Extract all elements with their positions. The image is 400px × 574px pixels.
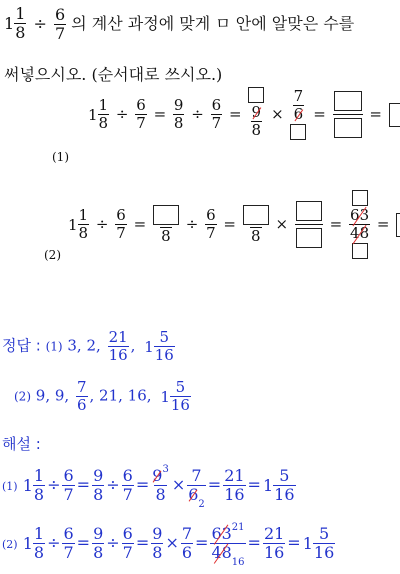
problem-2-label: (2)	[44, 248, 61, 262]
problem-2-expression: 1 $\frac{1}{8}$ ÷ $\frac{6}{7}$ = 8 ÷ $\frac{6}{7}$ = 8 × = $\frac{63}{48}$ =	[68, 190, 400, 259]
answer-box[interactable]	[396, 213, 400, 237]
fraction: $\frac{1}{8}$	[15, 4, 26, 42]
answer-box[interactable]	[243, 205, 269, 225]
answer-box[interactable]	[389, 103, 400, 127]
problem-1-label: (1)	[52, 150, 69, 164]
mixed-number: 1 $\frac{1}{8}$	[4, 4, 26, 42]
fraction: $\frac{21}{16}$	[108, 328, 128, 364]
answer-box[interactable]	[248, 87, 264, 103]
answer-line-1: 정답 : (1) 3, 2, $\frac{21}{16}$ , 1 $\frac{5}{16}$	[2, 328, 174, 364]
question-line-2: 써넣으시오. (순서대로 쓰시오.)	[4, 65, 223, 84]
answer-line-2: (2) 9, 9, $\frac{7}{6}$ , 21, 16, 1 $\frac{5}{16}$	[14, 378, 190, 414]
answer-box[interactable]	[296, 228, 322, 248]
fraction: $\frac{6}{7}$	[54, 5, 66, 43]
answer-box[interactable]	[334, 118, 362, 138]
answer-heading: 정답 :	[2, 336, 41, 355]
answer-box[interactable]	[352, 190, 368, 206]
mixed-number: 1 $\frac{5}{16}$	[160, 378, 190, 414]
answer-box[interactable]	[296, 201, 322, 221]
problem-1-expression: 1 $\frac{1}{8}$ ÷ $\frac{6}{7}$ = $\frac{9}{8}$ ÷ $\frac{6}{7}$ = $\frac{9}{8}$ × $\frac{7}{6}$ = =	[88, 89, 400, 140]
fraction: $\frac{7}{6}$	[76, 378, 87, 414]
answer-box[interactable]	[290, 124, 306, 140]
solution-heading: 해설 :	[2, 435, 41, 453]
solution-line-1: (1) 1 $\frac{1}{8}$ ÷ $\frac{6}{7}$ = $\frac{9}{8}$ ÷ $\frac{6}{7}$ = $\frac{9^3}{8}$ × $\frac{7}{6_2}$ = $\frac{21}{16}$ = 1 $\frac{5}{16}$	[2, 464, 295, 510]
answer-box[interactable]	[334, 91, 362, 111]
question-text: 의 계산 과정에 맞게 ㅁ 안에 알맞은 수를	[71, 14, 355, 33]
question-line-1: 1 $\frac{1}{8}$ ÷ $\frac{6}{7}$ 의 계산 과정에 맞게 ㅁ 안에 알맞은 수를	[4, 4, 355, 43]
answer-box[interactable]	[352, 243, 368, 259]
answer-box[interactable]	[153, 205, 179, 225]
solution-line-2: (2) 1 $\frac{1}{8}$ ÷ $\frac{6}{7}$ = $\frac{9}{8}$ ÷ $\frac{6}{7}$ = $\frac{9}{8}$ × $\frac{7}{6}$ = $\frac{63^{21}}{48_{16}}$ = $\frac{21}{16}$ = 1 $\frac{5}{16}$	[2, 522, 335, 568]
mixed-number: 1 $\frac{5}{16}$	[144, 328, 174, 364]
